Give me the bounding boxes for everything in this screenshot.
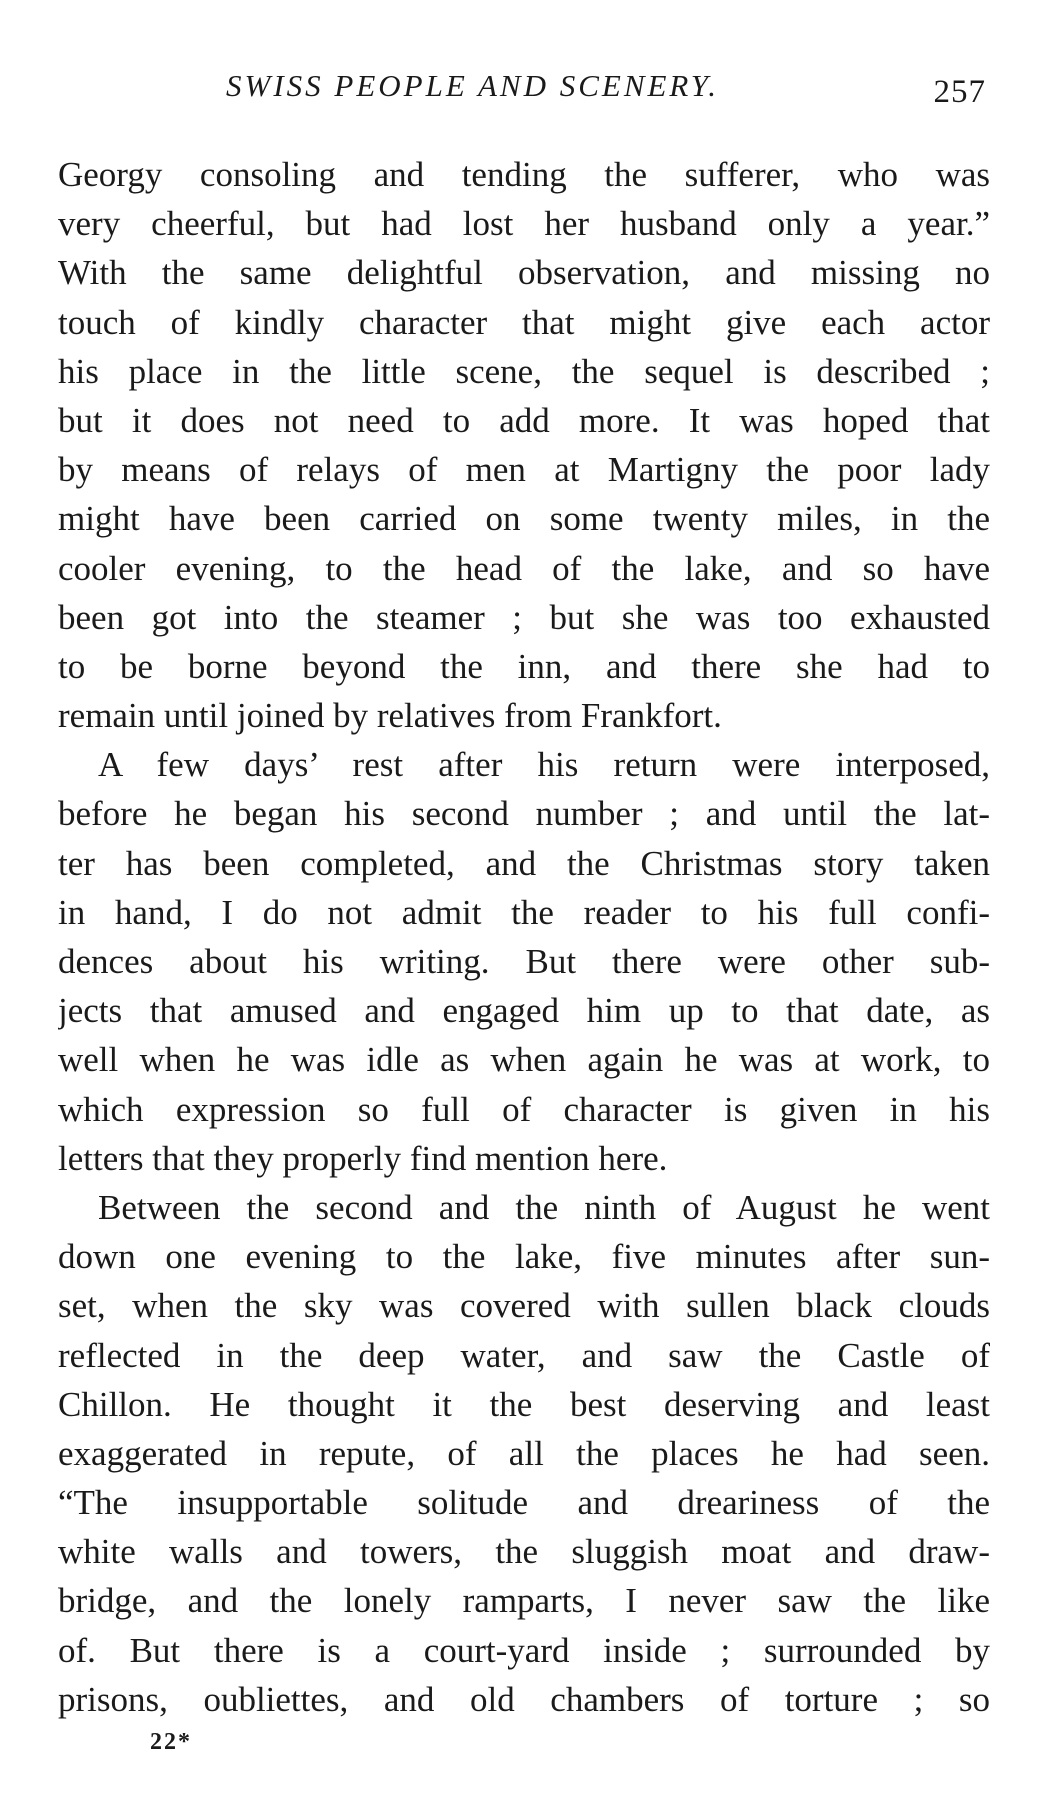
running-head	[58, 66, 998, 116]
text-line: reflected in the deep water, and saw the Castle of	[58, 1335, 990, 1375]
text-line: touch of kindly character that might give each actor	[58, 302, 990, 342]
text-line: down one evening to the lake, five minutes after sun-	[58, 1237, 990, 1277]
text-line: bridge, and the lonely ramparts, I never saw the like	[58, 1581, 990, 1621]
body-text	[58, 150, 990, 1724]
text-line: prisons, oubliettes, and old chambers of torture ; so	[58, 1679, 990, 1719]
text-line: his place in the little scene, the sequel is described ;	[58, 351, 990, 391]
text-line: Between the second and the ninth of August he went	[98, 1187, 990, 1227]
text-line: been got into the steamer ; but she was too exhausted	[58, 597, 990, 637]
text-line: very cheerful, but had lost her husband only a year.”	[58, 204, 990, 244]
signature-mark: 22*	[150, 1729, 192, 1755]
text-line: might have been carried on some twenty miles, in the	[58, 499, 990, 539]
paragraph-2	[58, 740, 990, 1183]
page-number: 257	[933, 74, 986, 110]
text-line: well when he was idle as when again he was at work, to	[58, 1040, 990, 1080]
text-line: jects that amused and engaged him up to that date, as	[58, 991, 990, 1031]
text-line: before he began his second number ; and until the lat-	[58, 794, 990, 834]
text-line: in hand, I do not admit the reader to his full confi-	[58, 892, 990, 932]
text-line: Chillon. He thought it the best deserving and least	[58, 1384, 990, 1424]
text-line: Georgy consoling and tending the sufferer, who was	[58, 155, 990, 194]
text-line: cooler evening, to the head of the lake, and so have	[58, 548, 990, 588]
text-line: remain until joined by relatives from Frankfort.	[58, 696, 722, 736]
text-line: of. But there is a court-yard inside ; surrounded by	[58, 1630, 990, 1670]
paragraph-1	[58, 150, 990, 740]
text-line: With the same delightful observation, and missing no	[58, 253, 990, 293]
text-line: dences about his writing. But there were other sub-	[58, 942, 990, 981]
text-line: exaggerated in repute, of all the places he had seen.	[58, 1433, 990, 1473]
paragraph-3	[58, 1183, 990, 1724]
text-line: set, when the sky was covered with sullen black clouds	[58, 1286, 990, 1326]
running-title: SWISS PEOPLE AND SCENERY.	[226, 68, 719, 103]
text-line: to be borne beyond the inn, and there she had to	[58, 646, 990, 686]
text-line: letters that they properly find mention here.	[58, 1138, 668, 1178]
text-line: ter has been completed, and the Christmas story taken	[58, 843, 990, 883]
text-line: but it does not need to add more. It was hoped that	[58, 400, 990, 440]
text-line: white walls and towers, the sluggish moat and draw-	[58, 1532, 990, 1572]
text-line: which expression so full of character is given in his	[58, 1089, 990, 1129]
text-line: “The insupportable solitude and dreariness of the	[58, 1483, 990, 1523]
text-line: by means of relays of men at Martigny the poor lady	[58, 450, 990, 490]
text-line: A few days’ rest after his return were interposed,	[98, 745, 990, 785]
